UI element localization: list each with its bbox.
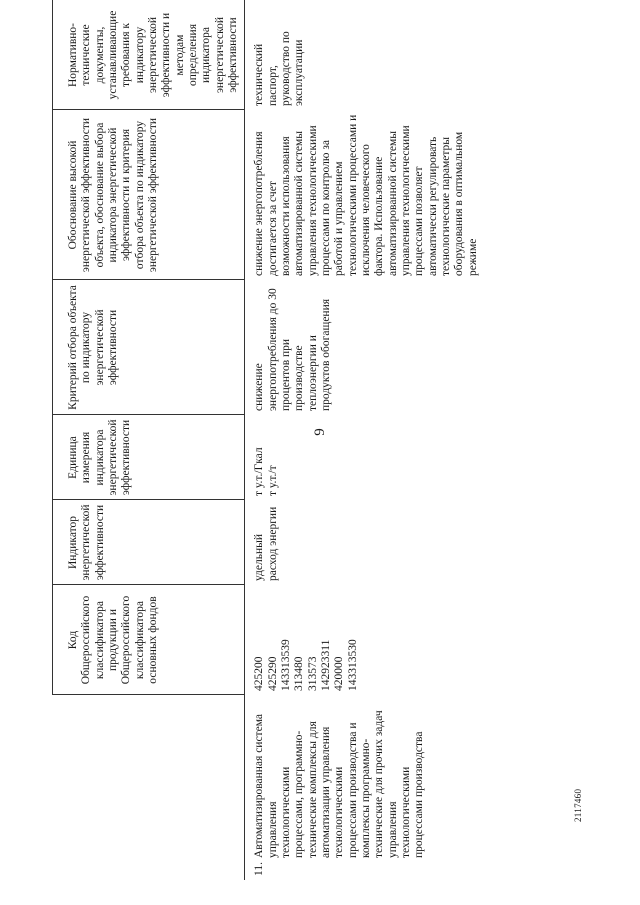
documents-cell <box>245 0 484 110</box>
code-item: 425290 <box>266 656 279 691</box>
criterion-value: снижение энергопотребления до 30 процентов при производстве теплоэнергии и продуктов обогащения <box>253 288 332 411</box>
indicator-cell <box>245 500 484 585</box>
code-item: 142923311 <box>319 639 332 691</box>
table-header-row <box>53 0 245 880</box>
criterion-cell <box>245 280 484 415</box>
code-item: 420000 <box>333 656 346 691</box>
justification-value: снижение энергопотребления достигается за счет возможности использования автоматизированной системы управления технологическими процессами по контролю за работой и управлением технологическими процессами и исключения человеческого фактора. Использование автоматизированной системы управления технологическими процессами позволяет автоматически регулировать технологические параметры оборудования в оптимальном режиме <box>253 114 479 276</box>
codes-cell <box>245 585 484 695</box>
code-item: 143313530 <box>346 639 359 691</box>
table-row <box>245 0 484 880</box>
indicator-value: удельный расход энергии <box>253 506 279 581</box>
page-number: 9 <box>311 428 328 436</box>
header-justification: Обоснование высокой энергетической эффективности объекта, обоснование выбора индикатора энергетической эффективности и критерия отбора объекта по индикатору энергетической эффективности <box>53 110 245 280</box>
header-classifier-code: Код Общероссийского классификатора продукции и Общероссийского классификатора основных фондов <box>53 585 245 695</box>
energy-efficiency-table <box>52 0 622 880</box>
row-name: Автоматизированная система управления технологическими процессами, программно-технические комплексы для автоматизации управления технологическими процессами производства и комплексы программно-технические для прочих задач управления технологическими процессами производства <box>253 710 426 858</box>
unit-item: т у.т./Гкал <box>253 447 266 496</box>
document-id: 2117460 <box>573 788 583 822</box>
indicator-table <box>52 0 484 880</box>
documents-value: технический паспорт, руководство по эксплуатации <box>253 31 306 106</box>
header-criterion: Критерий отбора объекта по индикатору энергетической эффективности <box>53 280 245 415</box>
row-number: 11. <box>253 862 266 876</box>
code-item: 425200 <box>253 656 266 691</box>
code-item: 313480 <box>293 656 306 691</box>
unit-item: т у.т./т <box>266 465 279 496</box>
code-item: 143313539 <box>279 639 292 691</box>
row-name-cell <box>245 695 484 880</box>
unit-cell <box>245 415 484 500</box>
code-item: 313573 <box>306 656 319 691</box>
justification-cell <box>245 110 484 280</box>
header-unit: Единица измерения индикатора энергетической эффективности <box>53 415 245 500</box>
header-indicator: Индикатор энергетической эффективности <box>53 500 245 585</box>
header-normative-documents: Нормативно-технические документы, устанавливающие требования к индикатору энергетической эффективности и методам определения индикатора энергетической эффективности <box>53 0 245 110</box>
header-row-name <box>53 695 245 880</box>
